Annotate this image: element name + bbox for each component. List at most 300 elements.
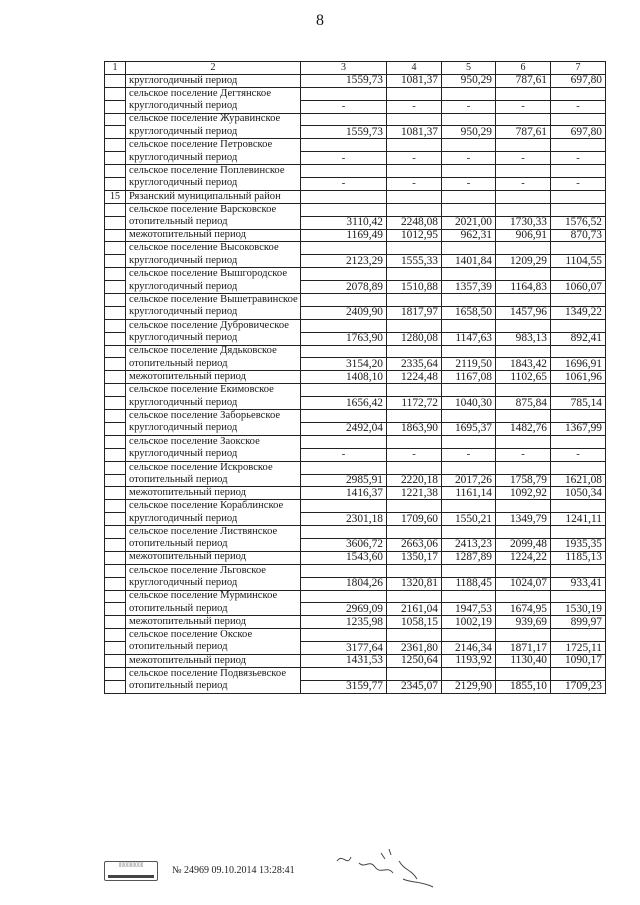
tariff-value — [442, 165, 496, 178]
tariff-value — [551, 242, 606, 255]
table-row — [105, 255, 606, 268]
tariff-value — [551, 629, 606, 642]
tariff-value: 1224,48 — [387, 371, 442, 384]
tariff-value — [551, 384, 606, 397]
tariff-value: 1060,07 — [551, 281, 606, 294]
table-row — [105, 319, 606, 332]
tariff-value — [301, 165, 387, 178]
table-row — [105, 538, 606, 551]
tariff-value: 939,69 — [496, 616, 551, 629]
tariff-value: - — [442, 178, 496, 191]
tariff-value — [496, 500, 551, 513]
tariff-value — [387, 410, 442, 423]
tariff-value: 950,29 — [442, 126, 496, 139]
tariff-value — [387, 526, 442, 539]
tariff-value: 1349,79 — [496, 513, 551, 526]
tariff-value: 1224,22 — [496, 551, 551, 564]
tariff-value: - — [551, 178, 606, 191]
tariff-value: 2099,48 — [496, 538, 551, 551]
tariff-value: - — [301, 448, 387, 461]
table-row — [105, 190, 606, 203]
table-row — [105, 654, 606, 667]
tariff-value: 1559,73 — [301, 74, 387, 87]
tariff-value: 1935,35 — [551, 538, 606, 551]
row-number — [105, 100, 126, 113]
tariff-value: 1102,65 — [496, 371, 551, 384]
tariff-value — [442, 667, 496, 680]
period-label: круглогодичный период — [126, 306, 301, 319]
tariff-value: 2345,07 — [387, 680, 442, 693]
tariff-value — [496, 590, 551, 603]
tariff-value — [387, 384, 442, 397]
tariff-value — [387, 319, 442, 332]
tariff-value: 1287,89 — [442, 551, 496, 564]
tariff-value: 1167,08 — [442, 371, 496, 384]
tariff-value — [442, 461, 496, 474]
row-number — [105, 165, 126, 178]
column-header: 2 — [126, 62, 301, 75]
tariff-value — [551, 190, 606, 203]
table-row — [105, 603, 606, 616]
tariff-value: 1725,11 — [551, 642, 606, 655]
tariff-value: - — [387, 100, 442, 113]
tariff-value: - — [496, 448, 551, 461]
row-number — [105, 242, 126, 255]
tariff-value — [551, 500, 606, 513]
tariff-value: 1090,17 — [551, 654, 606, 667]
tariff-value: 3177,64 — [301, 642, 387, 655]
tariff-value: 962,31 — [442, 229, 496, 242]
tariff-value — [301, 384, 387, 397]
tariff-value: 1817,97 — [387, 306, 442, 319]
table-row — [105, 216, 606, 229]
tariff-value: 1510,88 — [387, 281, 442, 294]
registry-stamp-icon: ▯▯▯▯▯▯▯▯▯ — [104, 861, 158, 881]
row-number — [105, 113, 126, 126]
row-number — [105, 642, 126, 655]
tariff-value — [301, 139, 387, 152]
table-row — [105, 461, 606, 474]
row-number — [105, 513, 126, 526]
tariff-value — [387, 87, 442, 100]
row-number — [105, 564, 126, 577]
tariff-value: - — [301, 178, 387, 191]
row-number — [105, 422, 126, 435]
tariff-value — [496, 139, 551, 152]
row-number — [105, 551, 126, 564]
settlement-name: сельское поселение Заокское — [126, 435, 301, 448]
tariff-value — [301, 667, 387, 680]
table-row — [105, 410, 606, 423]
table-row — [105, 229, 606, 242]
row-number — [105, 629, 126, 642]
tariff-value — [301, 410, 387, 423]
table-header-row — [105, 62, 606, 75]
tariff-value: 1695,37 — [442, 422, 496, 435]
tariff-value: 1431,53 — [301, 654, 387, 667]
tariff-value: 1185,13 — [551, 551, 606, 564]
tariff-value — [387, 242, 442, 255]
tariff-value: 1709,23 — [551, 680, 606, 693]
tariff-value — [301, 345, 387, 358]
settlement-name: сельское поселение Заборьевское — [126, 410, 301, 423]
period-label: круглогодичный период — [126, 577, 301, 590]
row-number — [105, 590, 126, 603]
row-number — [105, 203, 126, 216]
tariff-value: 1012,95 — [387, 229, 442, 242]
tariff-value — [496, 190, 551, 203]
table-row — [105, 422, 606, 435]
settlement-name: сельское поселение Искровское — [126, 461, 301, 474]
tariff-value — [301, 242, 387, 255]
tariff-value: - — [442, 448, 496, 461]
table-row — [105, 435, 606, 448]
table-row — [105, 152, 606, 165]
tariff-value: 1024,07 — [496, 577, 551, 590]
tariff-value: - — [496, 100, 551, 113]
row-number — [105, 306, 126, 319]
tariff-value — [496, 268, 551, 281]
row-number — [105, 139, 126, 152]
row-number — [105, 358, 126, 371]
tariff-value — [301, 435, 387, 448]
tariff-value — [496, 526, 551, 539]
settlement-name: сельское поселение Окское — [126, 629, 301, 642]
tariff-value: 2361,80 — [387, 642, 442, 655]
tariff-value — [496, 242, 551, 255]
column-header: 3 — [301, 62, 387, 75]
tariff-value: 870,73 — [551, 229, 606, 242]
tariff-value — [301, 113, 387, 126]
tariff-value: 1002,19 — [442, 616, 496, 629]
table-row — [105, 100, 606, 113]
table-row — [105, 551, 606, 564]
tariff-value: 787,61 — [496, 74, 551, 87]
tariff-value: 3154,20 — [301, 358, 387, 371]
tariff-value — [496, 113, 551, 126]
period-label: круглогодичный период — [126, 178, 301, 191]
tariff-value: 1250,64 — [387, 654, 442, 667]
tariff-value: 1169,49 — [301, 229, 387, 242]
tariff-value: 1081,37 — [387, 126, 442, 139]
tariff-value: - — [301, 100, 387, 113]
settlement-name: сельское поселение Кораблинское — [126, 500, 301, 513]
settlement-name: сельское поселение Петровское — [126, 139, 301, 152]
tariff-value — [496, 87, 551, 100]
tariff-value: 2413,23 — [442, 538, 496, 551]
tariff-value: 2017,26 — [442, 474, 496, 487]
tariff-value: 1621,08 — [551, 474, 606, 487]
tariff-value — [551, 203, 606, 216]
row-number — [105, 526, 126, 539]
table-row — [105, 345, 606, 358]
tariff-value — [551, 667, 606, 680]
table-row — [105, 113, 606, 126]
tariff-value — [442, 500, 496, 513]
settlement-name: сельское поселение Журавинское — [126, 113, 301, 126]
tariff-value: 1947,53 — [442, 603, 496, 616]
tariff-value — [387, 629, 442, 642]
tariff-value: 950,29 — [442, 74, 496, 87]
period-label: круглогодичный период — [126, 281, 301, 294]
tariff-value — [551, 319, 606, 332]
period-label: межотопительный период — [126, 229, 301, 242]
column-header: 4 — [387, 62, 442, 75]
tariff-value — [442, 242, 496, 255]
settlement-name: сельское поселение Дядьковское — [126, 345, 301, 358]
settlement-name: сельское поселение Дегтянское — [126, 87, 301, 100]
row-number — [105, 268, 126, 281]
column-header: 6 — [496, 62, 551, 75]
row-number — [105, 500, 126, 513]
tariff-value: 3606,72 — [301, 538, 387, 551]
tariff-value — [301, 190, 387, 203]
settlement-name: сельское поселение Льговское — [126, 564, 301, 577]
tariff-value: 1656,42 — [301, 397, 387, 410]
settlement-name: сельское поселение Вышетравинское — [126, 294, 301, 307]
period-label: отопительный период — [126, 603, 301, 616]
tariff-value: - — [442, 100, 496, 113]
table-row — [105, 564, 606, 577]
tariff-value: 2335,64 — [387, 358, 442, 371]
period-label: круглогодичный период — [126, 448, 301, 461]
table-row — [105, 371, 606, 384]
row-number — [105, 603, 126, 616]
tariff-value — [442, 294, 496, 307]
period-label: круглогодичный период — [126, 422, 301, 435]
row-number — [105, 616, 126, 629]
tariff-value: 1457,96 — [496, 306, 551, 319]
tariff-value — [496, 165, 551, 178]
row-number — [105, 397, 126, 410]
tariff-value: 1555,33 — [387, 255, 442, 268]
tariff-value: - — [551, 152, 606, 165]
tariff-value — [387, 667, 442, 680]
period-label: межотопительный период — [126, 487, 301, 500]
table-row — [105, 242, 606, 255]
table-row — [105, 474, 606, 487]
tariff-value — [551, 345, 606, 358]
tariff-value — [551, 139, 606, 152]
period-label: отопительный период — [126, 474, 301, 487]
tariff-value: 1576,52 — [551, 216, 606, 229]
period-label: отопительный период — [126, 358, 301, 371]
table-row — [105, 487, 606, 500]
tariff-value — [551, 113, 606, 126]
tariff-value — [387, 190, 442, 203]
table-row — [105, 268, 606, 281]
settlement-name: сельское поселение Дубровическое — [126, 319, 301, 332]
tariff-value: 2985,91 — [301, 474, 387, 487]
tariff-value — [301, 629, 387, 642]
tariff-value: 1696,91 — [551, 358, 606, 371]
table-row — [105, 281, 606, 294]
tariff-value: 2969,09 — [301, 603, 387, 616]
row-number — [105, 448, 126, 461]
tariff-value — [301, 590, 387, 603]
tariff-value — [551, 590, 606, 603]
tariff-value: 1172,72 — [387, 397, 442, 410]
document-reference: № 24969 09.10.2014 13:28:41 — [172, 865, 295, 876]
settlement-name: сельское поселение Варсковское — [126, 203, 301, 216]
tariff-value: 2409,90 — [301, 306, 387, 319]
table-row — [105, 74, 606, 87]
handwritten-signature-icon — [329, 845, 449, 889]
settlement-name: сельское поселение Подвязьевское — [126, 667, 301, 680]
tariff-value: 1804,26 — [301, 577, 387, 590]
tariff-value — [301, 564, 387, 577]
tariff-value: 3159,77 — [301, 680, 387, 693]
table-row — [105, 203, 606, 216]
tariff-value — [387, 165, 442, 178]
period-label: межотопительный период — [126, 551, 301, 564]
tariff-value — [496, 435, 551, 448]
tariff-value: 1193,92 — [442, 654, 496, 667]
table-row — [105, 526, 606, 539]
tariff-value: 1209,29 — [496, 255, 551, 268]
tariff-value: 1164,83 — [496, 281, 551, 294]
row-number — [105, 538, 126, 551]
tariff-value: 1401,84 — [442, 255, 496, 268]
tariff-value: 1543,60 — [301, 551, 387, 564]
tariff-value — [387, 345, 442, 358]
tariff-value — [442, 384, 496, 397]
table-row — [105, 294, 606, 307]
tariff-value — [387, 500, 442, 513]
table-row — [105, 513, 606, 526]
tariff-value: 1863,90 — [387, 422, 442, 435]
row-number — [105, 345, 126, 358]
tariff-value — [551, 268, 606, 281]
tariff-value — [551, 87, 606, 100]
tariff-value — [442, 190, 496, 203]
tariff-value — [496, 667, 551, 680]
period-label: круглогодичный период — [126, 255, 301, 268]
tariff-value: 785,14 — [551, 397, 606, 410]
tariff-value: 1763,90 — [301, 332, 387, 345]
tariff-value — [496, 319, 551, 332]
tariff-value: 1349,22 — [551, 306, 606, 319]
tariff-value — [442, 203, 496, 216]
table-row — [105, 667, 606, 680]
tariff-value — [387, 139, 442, 152]
tariff-value: - — [551, 100, 606, 113]
tariff-value — [442, 345, 496, 358]
row-number — [105, 487, 126, 500]
tariff-value — [442, 319, 496, 332]
tariff-table — [104, 61, 606, 694]
row-number: 15 — [105, 190, 126, 203]
tariff-value — [496, 203, 551, 216]
tariff-value: 2492,04 — [301, 422, 387, 435]
tariff-value: 892,41 — [551, 332, 606, 345]
tariff-value — [301, 268, 387, 281]
tariff-value: 1161,14 — [442, 487, 496, 500]
tariff-value: 1416,37 — [301, 487, 387, 500]
tariff-value — [387, 461, 442, 474]
row-number — [105, 87, 126, 100]
column-header: 1 — [105, 62, 126, 75]
tariff-value: - — [301, 152, 387, 165]
tariff-value: 1320,81 — [387, 577, 442, 590]
table-row — [105, 590, 606, 603]
tariff-value — [301, 319, 387, 332]
row-number — [105, 667, 126, 680]
tariff-value — [442, 410, 496, 423]
tariff-value: - — [496, 178, 551, 191]
tariff-value: - — [387, 178, 442, 191]
tariff-value: - — [496, 152, 551, 165]
table-row — [105, 642, 606, 655]
tariff-value: 933,41 — [551, 577, 606, 590]
tariff-value: 2119,50 — [442, 358, 496, 371]
row-number — [105, 384, 126, 397]
row-number — [105, 281, 126, 294]
row-number — [105, 577, 126, 590]
table-row — [105, 165, 606, 178]
row-number — [105, 410, 126, 423]
tariff-value — [301, 500, 387, 513]
table-row — [105, 500, 606, 513]
row-number — [105, 332, 126, 345]
tariff-value: 1241,11 — [551, 513, 606, 526]
tariff-value: 2220,18 — [387, 474, 442, 487]
period-label: круглогодичный период — [126, 74, 301, 87]
tariff-value: 1730,33 — [496, 216, 551, 229]
tariff-value: 1559,73 — [301, 126, 387, 139]
tariff-value: 1758,79 — [496, 474, 551, 487]
row-number — [105, 371, 126, 384]
tariff-value: 1408,10 — [301, 371, 387, 384]
tariff-value: 1058,15 — [387, 616, 442, 629]
tariff-value: 697,80 — [551, 126, 606, 139]
tariff-value — [387, 564, 442, 577]
period-label: отопительный период — [126, 538, 301, 551]
tariff-value — [496, 564, 551, 577]
tariff-value: - — [442, 152, 496, 165]
tariff-value: 1357,39 — [442, 281, 496, 294]
period-label: межотопительный период — [126, 616, 301, 629]
tariff-value — [442, 629, 496, 642]
table-row — [105, 126, 606, 139]
row-number — [105, 319, 126, 332]
tariff-value — [387, 203, 442, 216]
tariff-value: 1482,76 — [496, 422, 551, 435]
tariff-value: 1221,38 — [387, 487, 442, 500]
tariff-value — [551, 410, 606, 423]
tariff-value: 899,97 — [551, 616, 606, 629]
tariff-value: 1350,17 — [387, 551, 442, 564]
tariff-value: 1855,10 — [496, 680, 551, 693]
tariff-value — [496, 461, 551, 474]
tariff-value — [387, 268, 442, 281]
tariff-value — [496, 629, 551, 642]
tariff-value: 1674,95 — [496, 603, 551, 616]
tariff-value: 1061,96 — [551, 371, 606, 384]
settlement-name: сельское поселение Мурминское — [126, 590, 301, 603]
tariff-value — [387, 435, 442, 448]
tariff-value: 1188,45 — [442, 577, 496, 590]
tariff-value — [387, 294, 442, 307]
tariff-value — [387, 590, 442, 603]
table-row — [105, 358, 606, 371]
column-header: 7 — [551, 62, 606, 75]
footer — [104, 861, 564, 881]
period-label: отопительный период — [126, 642, 301, 655]
period-label: круглогодичный период — [126, 332, 301, 345]
row-number — [105, 435, 126, 448]
column-header: 5 — [442, 62, 496, 75]
